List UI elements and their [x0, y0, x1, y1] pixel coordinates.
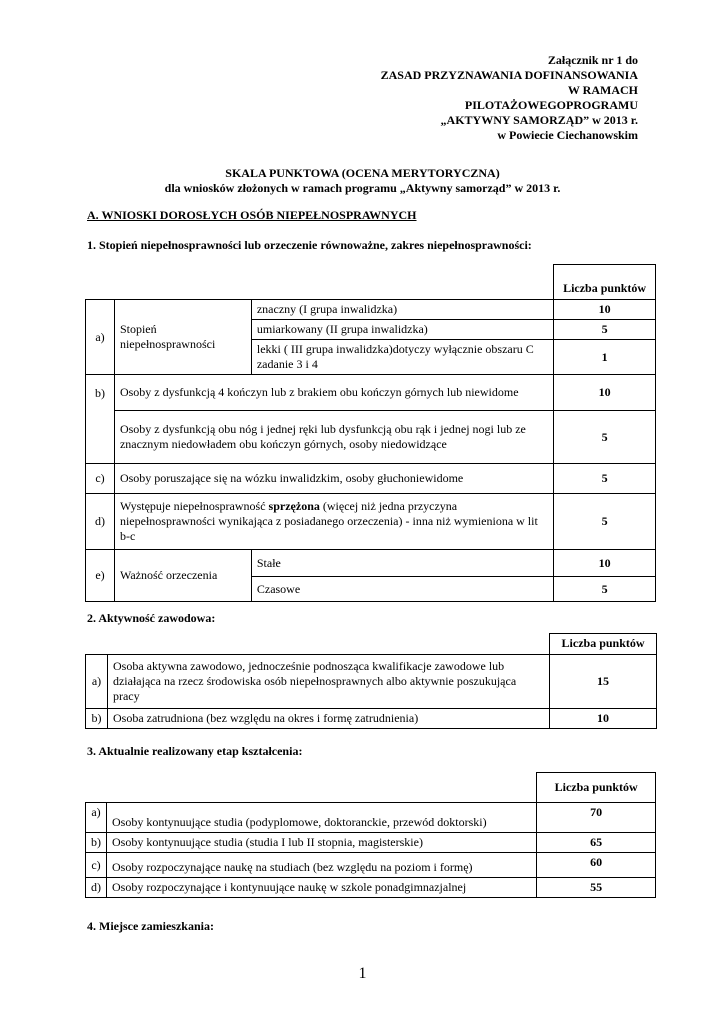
header-line: Załącznik nr 1 do	[547, 53, 638, 67]
points-cell: 5	[554, 464, 656, 494]
desc-cell: Osoby z dysfunkcją obu nóg i jednej ręki lub dysfunkcją obu rąk i jednej nogi lub ze znacznym niedowładem obu kończyn górnych, osoby niedowidzące	[114, 411, 553, 464]
desc-text: Występuje niepełnosprawność	[119, 499, 269, 513]
desc-bold-text: sprzężona	[268, 499, 320, 513]
section-a-heading: A. WNIOSKI DOROSŁYCH OSÓB NIEPEŁNOSPRAWNYCH	[87, 208, 417, 222]
page-number: 1	[358, 965, 367, 982]
desc-cell: Osoby rozpoczynające naukę na studiach (bez względu na poziom i formę)	[107, 853, 537, 878]
row-label: d)	[86, 878, 107, 898]
desc-cell: Osoby poruszające się na wózku inwalidzkim, osoby głuchoniewidome	[114, 464, 553, 494]
q3-heading: 3. Aktualnie realizowany etap kształcenia:	[87, 744, 303, 758]
row-label: b)	[86, 709, 108, 729]
desc-cell: Stałe	[251, 550, 553, 577]
annex-header	[381, 53, 638, 143]
points-cell: 10	[550, 709, 657, 729]
points-cell: 55	[537, 878, 656, 898]
q1-table	[85, 264, 656, 602]
desc-cell: Osoby z dysfunkcją 4 kończyn lub z brakiem obu kończyn górnych lub niewidome	[114, 375, 553, 411]
desc-text: (więcej niż jedna przyczyna niepełnosprawności wynikająca z posiadanego orzeczenia) - inna niż wymieniona w lit b-c	[119, 499, 538, 543]
points-cell: 10	[554, 300, 656, 320]
points-cell: 10	[554, 550, 656, 577]
category-cell: Ważność orzeczenia	[114, 550, 251, 602]
desc-cell	[114, 494, 553, 550]
points-cell: 5	[554, 494, 656, 550]
q2-heading: 2. Aktywność zawodowa:	[87, 611, 216, 625]
header-line: w Powiecie Ciechanowskim	[497, 128, 638, 142]
desc-cell: Osoby rozpoczynające i kontynuujące naukę w szkole ponadgimnazjalnej	[107, 878, 537, 898]
row-label: a)	[86, 300, 115, 375]
row-label: b)	[86, 833, 107, 853]
points-cell: 1	[554, 340, 656, 375]
desc-cell: lekki ( III grupa inwalidzka)dotyczy wyłącznie obszaru C zadanie 3 i 4	[251, 340, 553, 375]
header-line: PILOTAŻOWEGOPROGRAMU	[464, 98, 638, 112]
points-header: Liczba punktów	[554, 265, 656, 300]
points-header: Liczba punktów	[537, 773, 656, 803]
desc-cell: Osoba zatrudniona (bez względu na okres i formę zatrudnienia)	[107, 709, 549, 729]
points-cell: 5	[554, 577, 656, 602]
row-label: d)	[86, 494, 115, 550]
header-line: ZASAD PRZYZNAWANIA DOFINANSOWANIA	[380, 68, 638, 82]
row-label: e)	[86, 550, 115, 602]
points-header: Liczba punktów	[550, 634, 657, 655]
desc-cell: Osoby kontynuujące studia (studia I lub II stopnia, magisterskie)	[107, 833, 537, 853]
desc-cell: umiarkowany (II grupa inwalidzka)	[251, 320, 553, 340]
points-cell: 60	[537, 853, 656, 878]
header-line: W RAMACH	[567, 83, 638, 97]
document-subtitle: dla wniosków złożonych w ramach programu „Aktywny samorząd” w 2013 r.	[164, 181, 561, 195]
category-cell: Stopień niepełnosprawności	[114, 300, 251, 375]
row-label: a)	[86, 655, 108, 709]
document-title: SKALA PUNKTOWA (OCENA MERYTORYCZNA)	[225, 166, 500, 180]
desc-cell: znaczny (I grupa inwalidzka)	[251, 300, 553, 320]
q3-table	[85, 772, 656, 898]
q4-heading: 4. Miejsce zamieszkania:	[87, 919, 214, 933]
points-cell: 65	[537, 833, 656, 853]
row-label: c)	[86, 464, 115, 494]
points-cell: 5	[554, 411, 656, 464]
points-cell: 10	[554, 375, 656, 411]
row-label: a)	[86, 803, 107, 833]
row-label: c)	[86, 853, 107, 878]
header-line: „AKTYWNY SAMORZĄD” w 2013 r.	[440, 113, 638, 127]
desc-cell: Osoby kontynuujące studia (podyplomowe, doktoranckie, przewód doktorski)	[107, 803, 537, 833]
desc-cell: Osoba aktywna zawodowo, jednocześnie podnosząca kwalifikacje zawodowe lub działająca na rzecz środowiska osób niepełnosprawnych albo aktywnie poszukująca pracy	[107, 655, 549, 709]
points-cell: 70	[537, 803, 656, 833]
points-cell: 15	[550, 655, 657, 709]
points-cell: 5	[554, 320, 656, 340]
desc-cell: Czasowe	[251, 577, 553, 602]
row-label: b)	[86, 375, 115, 464]
q1-heading: 1. Stopień niepełnosprawności lub orzeczenie równoważne, zakres niepełnosprawności:	[87, 238, 532, 252]
q2-table	[85, 633, 657, 729]
